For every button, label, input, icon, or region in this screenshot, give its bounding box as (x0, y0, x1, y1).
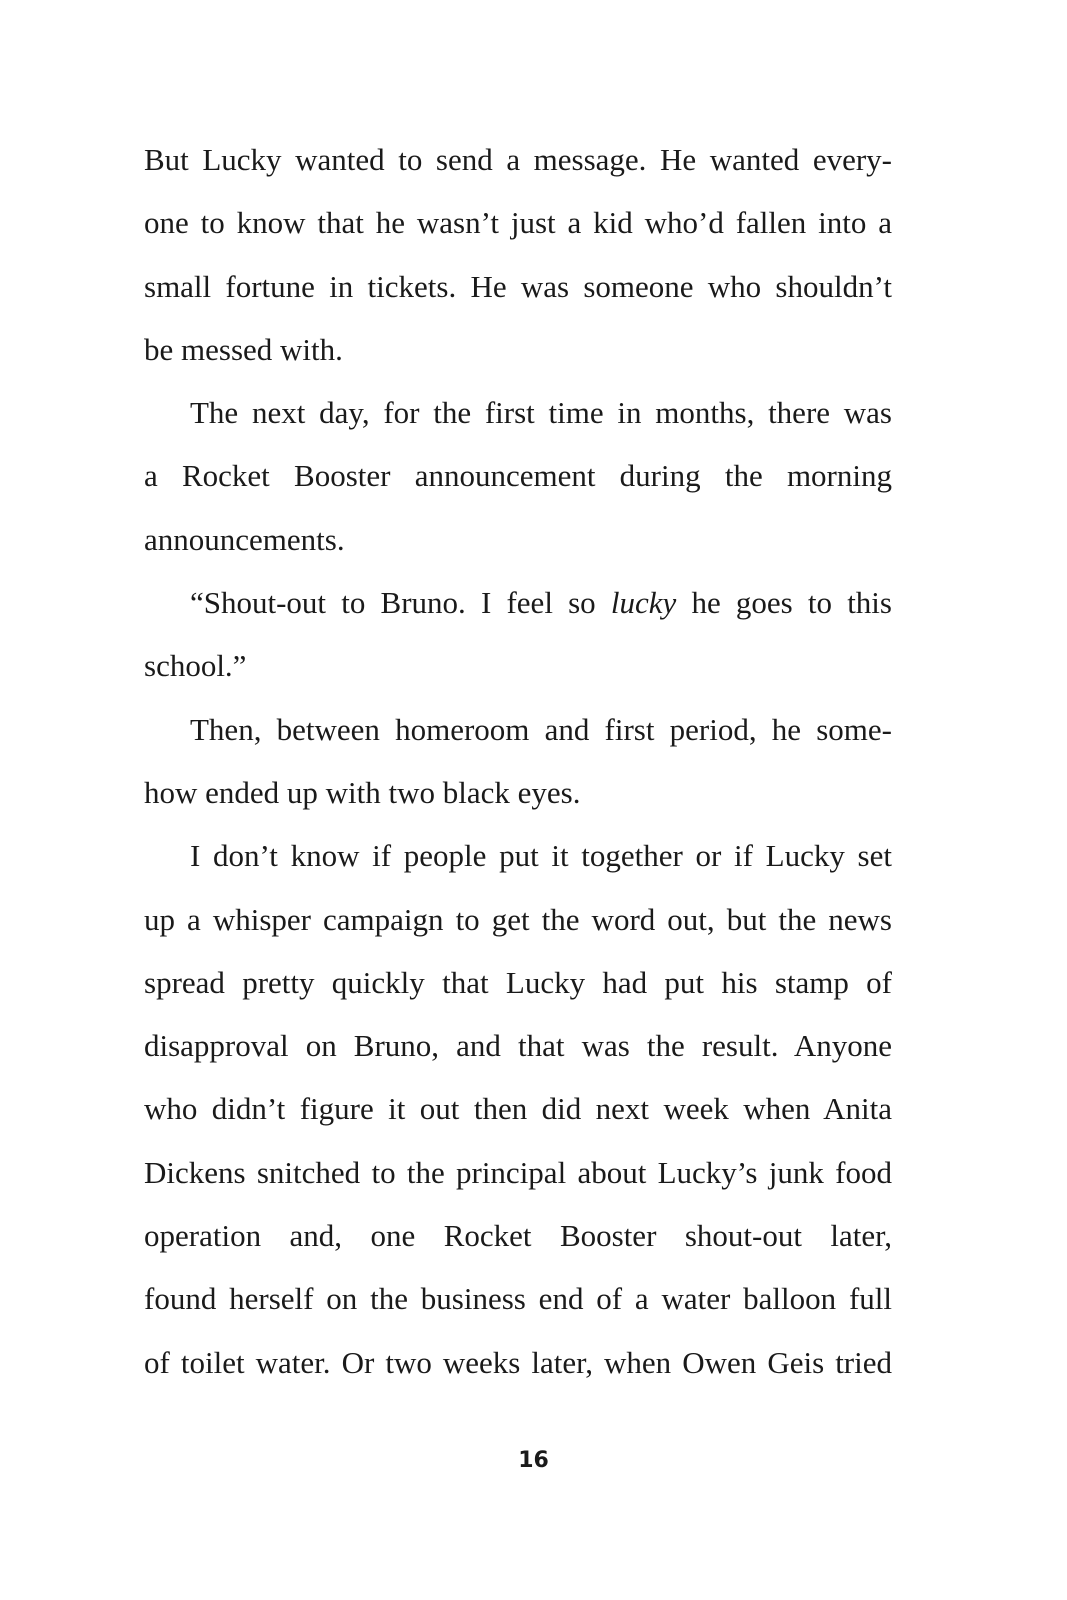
text-line: Then, between homeroom and first period, he some- (190, 711, 892, 747)
text-line: disapproval on Bruno, and that was the result. Anyone (144, 1028, 892, 1064)
text-line: school.” (144, 648, 247, 684)
text-line: who didn’t figure it out then did next week when Anita (144, 1091, 892, 1127)
text-line: But Lucky wanted to send a message. He wanted every- (144, 142, 892, 177)
text-line: of toilet water. Or two weeks later, when Owen Geis tried (144, 1344, 892, 1380)
italic-emphasis: lucky (610, 585, 677, 621)
text-line: announcements. (144, 521, 345, 557)
text-line: I don’t know if people put it together or if Lucky set (190, 838, 892, 874)
text-line (144, 571, 892, 634)
text-line: small fortune in tickets. He was someone who shouldn’t (144, 268, 892, 304)
page-number: 16 (518, 1448, 549, 1473)
text-line: spread pretty quickly that Lucky had put his stamp of (144, 964, 892, 1000)
text-line: how ended up with two black eyes. (144, 774, 581, 810)
quote-text-end: he goes to this (676, 585, 892, 621)
text-line: operation and, one Rocket Booster shout-out later, (144, 1218, 892, 1254)
text-line: found herself on the business end of a water balloon full (144, 1281, 892, 1317)
quote-text-start: “Shout-out to Bruno. I feel so (190, 585, 611, 621)
text-line: Dickens snitched to the principal about Lucky’s junk food (144, 1154, 892, 1190)
text-line: up a whisper campaign to get the word out, but the news (144, 901, 892, 937)
text-line: The next day, for the first time in months, there was (190, 395, 892, 431)
text-line: be messed with. (144, 331, 343, 367)
text-line: a Rocket Booster announcement during the morning (144, 458, 892, 494)
body-text (144, 128, 892, 1394)
text-line: one to know that he wasn’t just a kid who’d fallen into a (144, 205, 892, 241)
